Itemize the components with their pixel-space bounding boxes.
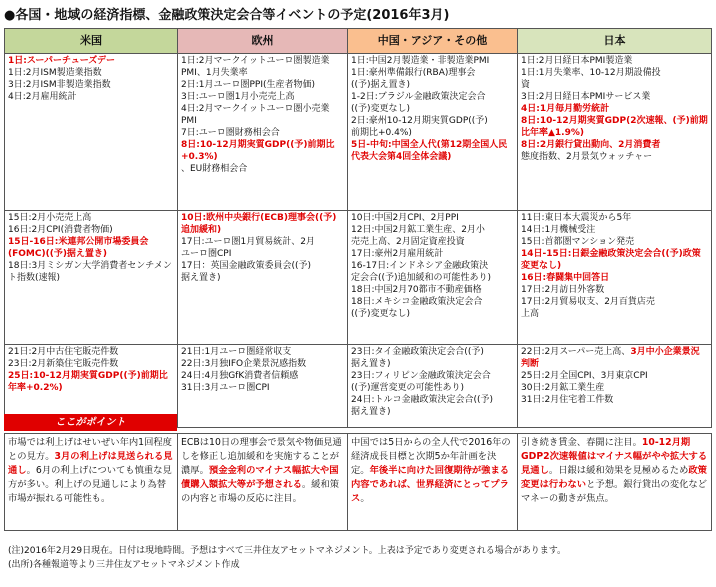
point-text: 年後半に向けた回復期待が強まる内容であれば、世界経済にとってプラス <box>351 465 510 504</box>
header-row <box>5 29 712 54</box>
event-line: 31日:3月ユーロ圏CPI <box>181 383 270 393</box>
event-line: 1日:スーパーチューズデー <box>8 56 116 66</box>
event-line: 据え置き) <box>181 273 221 283</box>
event-line: 1日:1月失業率、10-12月期設備投 <box>521 68 661 78</box>
event-line: 15日-16日:米連邦公開市場委員会(FOMC)((予)据え置き) <box>8 237 149 259</box>
point-us <box>5 434 178 531</box>
event-line: 4日:1月毎月勤労統計 <box>521 104 610 114</box>
table-row <box>5 54 712 211</box>
event-line: 4日:2月マークイットユーロ圏小売業 <box>181 104 330 114</box>
event-line: 1-2日:ブラジル金融政策決定会合 <box>351 92 486 102</box>
point-text: 市場では利上げはせいぜい年内1回程度との見方。 <box>8 437 172 462</box>
points-row <box>5 434 712 531</box>
event-line: 3日:2月ISM非製造業指数 <box>8 80 111 90</box>
cell-us-week2 <box>5 211 178 345</box>
cell-china-week1 <box>348 54 518 211</box>
cell-japan-week3 <box>518 345 712 428</box>
event-line: 10日:欧州中央銀行(ECB)理事会((予)追加緩和) <box>181 213 337 235</box>
event-line: 2日:豪州10-12月期実質GDP((予) <box>351 116 488 126</box>
point-europe <box>178 434 348 531</box>
event-line: 3日:ユーロ圏1月小売売上高 <box>181 92 295 102</box>
event-line: 23日:フィリピン金融政策決定会合 <box>351 371 491 381</box>
footnote: (注)2016年2月29日現在。日付は現地時間。予想はすべて三井住友アセットマネジメント。上表は予定であり変更される場合があります。 <box>8 546 567 556</box>
event-line: 上高 <box>521 309 540 319</box>
event-calendar-table <box>4 28 712 428</box>
event-line: PMI <box>181 116 197 126</box>
event-line: 据え置き) <box>351 407 391 417</box>
event-line: 1日:豪州準備銀行(RBA)理事会 <box>351 68 476 78</box>
event-line: 17日:豪州2月雇用統計 <box>351 249 444 259</box>
event-line: 定会合((予)追加緩和の可能性あり) <box>351 273 492 283</box>
point-label: ここがポイント <box>4 414 177 431</box>
key-points-table <box>4 433 712 531</box>
event-line: PMI、1月失業率 <box>181 68 248 78</box>
event-line: 23日:2月新築住宅販売件数 <box>8 359 119 369</box>
header-europe: 欧州 <box>178 29 348 54</box>
event-line: 7日:ユーロ圏財務相会合 <box>181 128 280 138</box>
event-line: ((予)運営変更の可能性あり) <box>351 383 465 393</box>
point-text: 10-12月期GDP2次速報値はマイナス幅がやや拡大する見通し <box>521 437 708 476</box>
event-line: 8日:2月銀行貸出動向、2月消費者 <box>521 140 661 150</box>
point-text: 政策変更は行わない <box>521 465 707 490</box>
event-line: 8日:10-12月期実質GDP((予)前期比+0.3%) <box>181 140 335 162</box>
event-line: ((予)変更なし) <box>351 309 411 319</box>
point-text: 。緩和策の内容と市場の反応に注目。 <box>181 479 340 504</box>
event-line: 1日:2月日経日本PMI製造業 <box>521 56 633 66</box>
event-line: 17日:2月訪日外客数 <box>521 285 605 295</box>
point-text: 。 <box>360 493 370 504</box>
point-text: ECBは10日の理事会で景気や物価見通しを修正し追加緩和を実施することが濃厚。 <box>181 437 342 476</box>
event-line: 1日:2月ISM製造業指数 <box>8 68 102 78</box>
event-line: 21日:2月中古住宅販売件数 <box>8 347 119 357</box>
event-line: 23日:タイ金融政策決定会合((予) <box>351 347 484 357</box>
event-line: ((予)据え置き) <box>351 80 411 90</box>
event-line: 18日:メキシコ金融政策決定会合 <box>351 297 483 307</box>
event-line: 12日:中国2月鉱工業生産、2月小 <box>351 225 485 235</box>
event-line: 18日:中国2月70都市不動産価格 <box>351 285 482 295</box>
event-line: 11日:東日本大震災から5年 <box>521 213 632 223</box>
event-line: 8日:10-12月期実質GDP(2次速報、(予)前期比年率▲1.9%) <box>521 116 708 138</box>
event-line: 5日-中旬:中国全人代(第12期全国人民代表大会第4回全体会議) <box>351 140 508 162</box>
event-line: 24日:トルコ金融政策決定会合((予) <box>351 395 494 405</box>
event-line: 1日:中国2月製造業・非製造業PMI <box>351 56 490 66</box>
point-text: 。6月の利上げについても慎重な見方が多い。利上げの見通しにより為替市場が振れる可能性も。 <box>8 465 172 504</box>
event-line: 16日:2月CPI(消費者物価) <box>8 225 113 235</box>
point-text: 預金金利のマイナス幅拡大や国債購入額拡大等が予想される <box>181 465 339 490</box>
event-line: 31日:2月住宅着工件数 <box>521 395 614 405</box>
event-line: 16日:春闘集中回答日 <box>521 273 610 283</box>
point-text: 3月の利上げは見送られる見通し <box>8 451 173 476</box>
event-line: 21日:1月ユーロ圏経常収支 <box>181 347 292 357</box>
event-line: 売売上高、2月固定資産投資 <box>351 237 465 247</box>
cell-japan-week2 <box>518 211 712 345</box>
event-line: 前期比+0.4%) <box>351 128 412 138</box>
event-line: 17日：英国金融政策委員会((予) <box>181 261 311 271</box>
event-line: 15日:首都圏マンション発売 <box>521 237 635 247</box>
event-line: 2日:1月ユーロ圏PPI(生産者物価) <box>181 80 316 90</box>
cell-europe-week2 <box>178 211 348 345</box>
table-row <box>5 211 712 345</box>
header-japan: 日本 <box>518 29 712 54</box>
event-line: 14日-15日:日銀金融政策決定会合((予)政策変更なし) <box>521 249 701 271</box>
event-line: 15日:2月小売売上高 <box>8 213 92 223</box>
event-line: 25日:2月全国CPI、3月東京CPI <box>521 371 648 381</box>
event-line: 22日:2月スーパー売上高、3月中小企業景況判断 <box>521 347 700 369</box>
cell-europe-week1 <box>178 54 348 211</box>
point-text: 引き続き賃金、春闘に注目。 <box>521 437 642 448</box>
event-line: ((予)変更なし) <box>351 104 411 114</box>
event-line: 18日:3月ミシガン大学消費者センチメント指数(速報) <box>8 261 172 283</box>
event-line: 17日:ユーロ圏1月貿易統計、2月 <box>181 237 315 247</box>
point-text: 。日銀は緩和効果を見極めるため <box>548 465 689 476</box>
event-line: 4日:2月雇用統計 <box>8 92 77 102</box>
page-title: ●各国・地域の経済指標、金融政策決定会合等イベントの予定(2016年3月) <box>4 8 450 23</box>
point-text: 中国では5日からの全人代で2016年の経済成長目標と次期5か年計画を決定。 <box>351 437 511 476</box>
event-line: 24日:4月独GfK消費者信頼感 <box>181 371 299 381</box>
event-line: 14日:1月機械受注 <box>521 225 596 235</box>
event-line: 25日:10-12月期実質GDP((予)前期比年率+0.2%) <box>8 371 168 393</box>
point-japan <box>518 434 712 531</box>
header-china-asia-other: 中国・アジア・その他 <box>348 29 518 54</box>
event-line: 3日:2月日経日本PMIサービス業 <box>521 92 651 102</box>
event-line: 22日:3月独IFO企業景況感指数 <box>181 359 307 369</box>
header-us: 米国 <box>5 29 178 54</box>
point-china <box>348 434 518 531</box>
event-line: 据え置き) <box>351 359 391 369</box>
event-line: 1日:2月マークイットユーロ圏製造業 <box>181 56 330 66</box>
cell-japan-week1 <box>518 54 712 211</box>
event-line: 資 <box>521 80 531 90</box>
event-line: 16-17日:インドネシア金融政策決 <box>351 261 489 271</box>
event-line: ユーロ圏CPI <box>181 249 232 259</box>
source-note: (出所)各種報道等より三井住友アセットマネジメント作成 <box>8 560 240 570</box>
event-line: 10日:中国2月CPI、2月PPI <box>351 213 459 223</box>
cell-china-week2 <box>348 211 518 345</box>
event-line: 態度指数、2月景気ウォッチャー <box>521 152 653 162</box>
event-line: 30日:2月鉱工業生産 <box>521 383 605 393</box>
event-line: 17日:2月貿易収支、2月百貨店売 <box>521 297 655 307</box>
event-line: 、EU財務相会合 <box>181 164 248 174</box>
cell-us-week1 <box>5 54 178 211</box>
point-text: と予想。銀行貸出の変化などマネーの動きが焦点。 <box>521 479 707 504</box>
event-highlight: 3月中小企業景況判断 <box>521 347 700 369</box>
cell-europe-week3 <box>178 345 348 428</box>
cell-china-week3 <box>348 345 518 428</box>
